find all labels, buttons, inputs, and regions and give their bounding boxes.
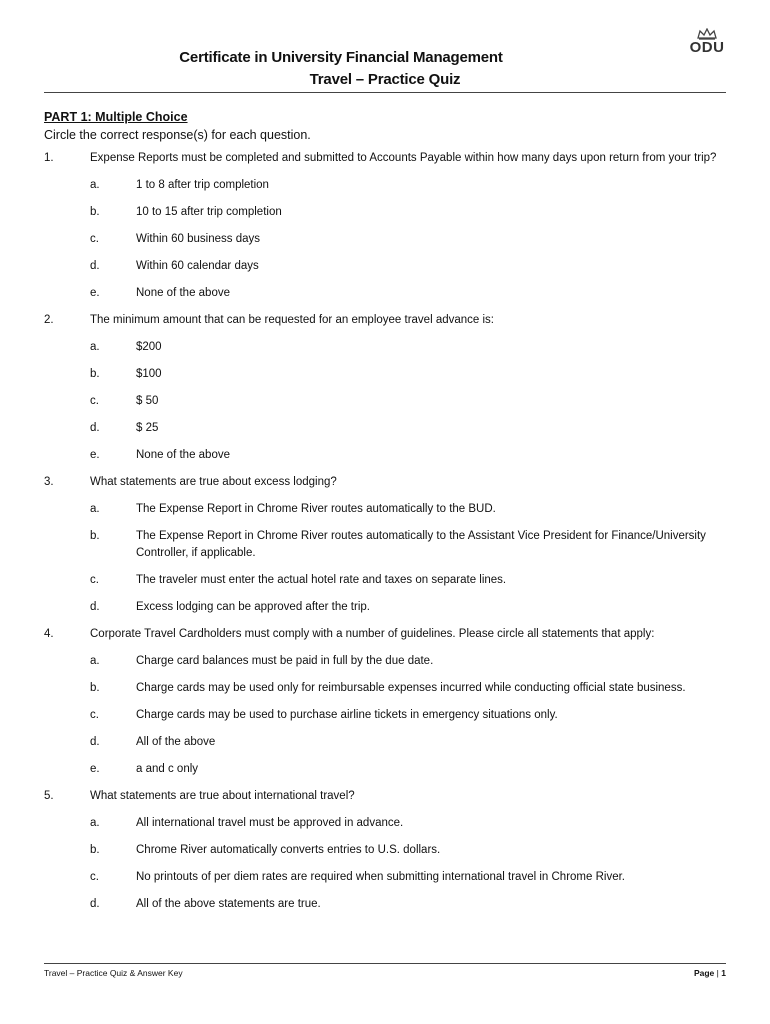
- answer-option[interactable]: [44, 707, 726, 724]
- question-number: 2.: [44, 314, 54, 326]
- option-text: No printouts of per diem rates are required when submitting international travel in Chrome River.: [136, 871, 625, 883]
- question-text: Expense Reports must be completed and submitted to Accounts Payable within how many days upon return from your trip?: [90, 152, 717, 164]
- option-text: Excess lodging can be approved after the trip.: [136, 601, 370, 613]
- answer-option[interactable]: [44, 366, 726, 383]
- option-letter: b.: [90, 844, 100, 856]
- option-text: All international travel must be approved in advance.: [136, 817, 404, 829]
- option-letter: d.: [90, 736, 100, 748]
- option-letter: b.: [90, 682, 100, 694]
- document-subtitle: Travel – Practice Quiz: [309, 71, 461, 88]
- question-text: What statements are true about international travel?: [90, 790, 355, 802]
- answer-option[interactable]: [44, 680, 726, 697]
- part-title: PART 1: Multiple Choice: [44, 110, 188, 124]
- option-letter: d.: [90, 898, 100, 910]
- option-letter: d.: [90, 601, 100, 613]
- page-header: [0, 0, 770, 96]
- answer-options: [44, 653, 726, 778]
- answer-option[interactable]: [44, 734, 726, 751]
- option-letter: c.: [90, 871, 99, 883]
- option-letter: b.: [90, 530, 100, 542]
- question-list: [44, 150, 726, 913]
- option-text: Charge cards may be used to purchase airline tickets in emergency situations only.: [136, 709, 558, 721]
- option-letter: b.: [90, 206, 100, 218]
- option-text: $100: [136, 368, 162, 380]
- answer-option[interactable]: [44, 420, 726, 437]
- answer-options: [44, 339, 726, 464]
- question-text: Corporate Travel Cardholders must comply with a number of guidelines. Please circle all statements that apply:: [90, 628, 655, 640]
- option-letter: e.: [90, 449, 100, 461]
- option-letter: d.: [90, 422, 100, 434]
- quiz-content: [44, 109, 726, 923]
- answer-option[interactable]: [44, 572, 726, 589]
- answer-option[interactable]: [44, 501, 726, 518]
- option-text: None of the above: [136, 449, 230, 461]
- answer-option[interactable]: [44, 177, 726, 194]
- page-footer: [44, 963, 726, 978]
- question-number: 5.: [44, 790, 54, 802]
- page-label: Page: [693, 968, 715, 978]
- option-letter: a.: [90, 817, 100, 829]
- answer-option[interactable]: [44, 599, 726, 616]
- answer-option[interactable]: [44, 528, 726, 562]
- option-letter: c.: [90, 233, 99, 245]
- option-text: All of the above: [136, 736, 216, 748]
- question: [44, 626, 726, 643]
- answer-option[interactable]: [44, 393, 726, 410]
- question-number: 3.: [44, 476, 54, 488]
- question-number: 1.: [44, 152, 54, 164]
- document-title: Certificate in University Financial Management: [179, 49, 503, 66]
- option-letter: c.: [90, 574, 99, 586]
- answer-option[interactable]: [44, 231, 726, 248]
- answer-options: [44, 177, 726, 302]
- option-text: $ 50: [136, 395, 159, 407]
- answer-option[interactable]: [44, 339, 726, 356]
- header-divider: [44, 92, 726, 93]
- page-separator: |: [716, 968, 719, 978]
- answer-options: [44, 815, 726, 913]
- option-letter: a.: [90, 341, 100, 353]
- option-text: Within 60 business days: [136, 233, 261, 245]
- option-letter: d.: [90, 260, 100, 272]
- question: [44, 788, 726, 805]
- answer-option[interactable]: [44, 204, 726, 221]
- option-letter: e.: [90, 763, 100, 775]
- option-text: Chrome River automatically converts entries to U.S. dollars.: [136, 844, 441, 856]
- option-text: The Expense Report in Chrome River routes automatically to the BUD.: [136, 503, 496, 515]
- option-letter: c.: [90, 395, 99, 407]
- answer-option[interactable]: [44, 842, 726, 859]
- question-text: What statements are true about excess lodging?: [90, 476, 337, 488]
- question: [44, 312, 726, 329]
- answer-option[interactable]: [44, 285, 726, 302]
- option-letter: a.: [90, 655, 100, 667]
- answer-option[interactable]: [44, 761, 726, 778]
- answer-option[interactable]: [44, 258, 726, 275]
- option-letter: a.: [90, 503, 100, 515]
- option-text: 10 to 15 after trip completion: [136, 206, 282, 218]
- answer-option[interactable]: [44, 869, 726, 886]
- option-letter: a.: [90, 179, 100, 191]
- option-letter: b.: [90, 368, 100, 380]
- odu-logo: [686, 28, 728, 56]
- footer-title: Travel – Practice Quiz & Answer Key: [44, 968, 183, 978]
- answer-options: [44, 501, 726, 616]
- option-text: Charge card balances must be paid in full by the due date.: [136, 655, 434, 667]
- option-letter: e.: [90, 287, 100, 299]
- option-text: 1 to 8 after trip completion: [136, 179, 269, 191]
- option-text: Charge cards may be used only for reimbursable expenses incurred while conducting official state business.: [136, 682, 686, 694]
- instructions: Circle the correct response(s) for each question.: [44, 128, 311, 142]
- question: [44, 150, 726, 167]
- option-letter: c.: [90, 709, 99, 721]
- option-text: None of the above: [136, 287, 230, 299]
- option-text: a and c only: [136, 763, 199, 775]
- question: [44, 474, 726, 491]
- page-number: [694, 968, 726, 978]
- option-text: All of the above statements are true.: [136, 898, 321, 910]
- option-text: The traveler must enter the actual hotel rate and taxes on separate lines.: [136, 574, 507, 586]
- option-text: Within 60 calendar days: [136, 260, 259, 272]
- option-text: $200: [136, 341, 162, 353]
- answer-option[interactable]: [44, 815, 726, 832]
- answer-option[interactable]: [44, 653, 726, 670]
- question-text: The minimum amount that can be requested for an employee travel advance is:: [90, 314, 494, 326]
- logo-text: ODU: [689, 39, 725, 56]
- page-number-value: 1: [721, 968, 726, 978]
- question-number: 4.: [44, 628, 54, 640]
- answer-option[interactable]: [44, 896, 726, 913]
- option-text: $ 25: [136, 422, 159, 434]
- option-text: The Expense Report in Chrome River routes automatically to the Assistant Vice President for Finance/University Controller, if applicable.: [136, 530, 706, 559]
- answer-option[interactable]: [44, 447, 726, 464]
